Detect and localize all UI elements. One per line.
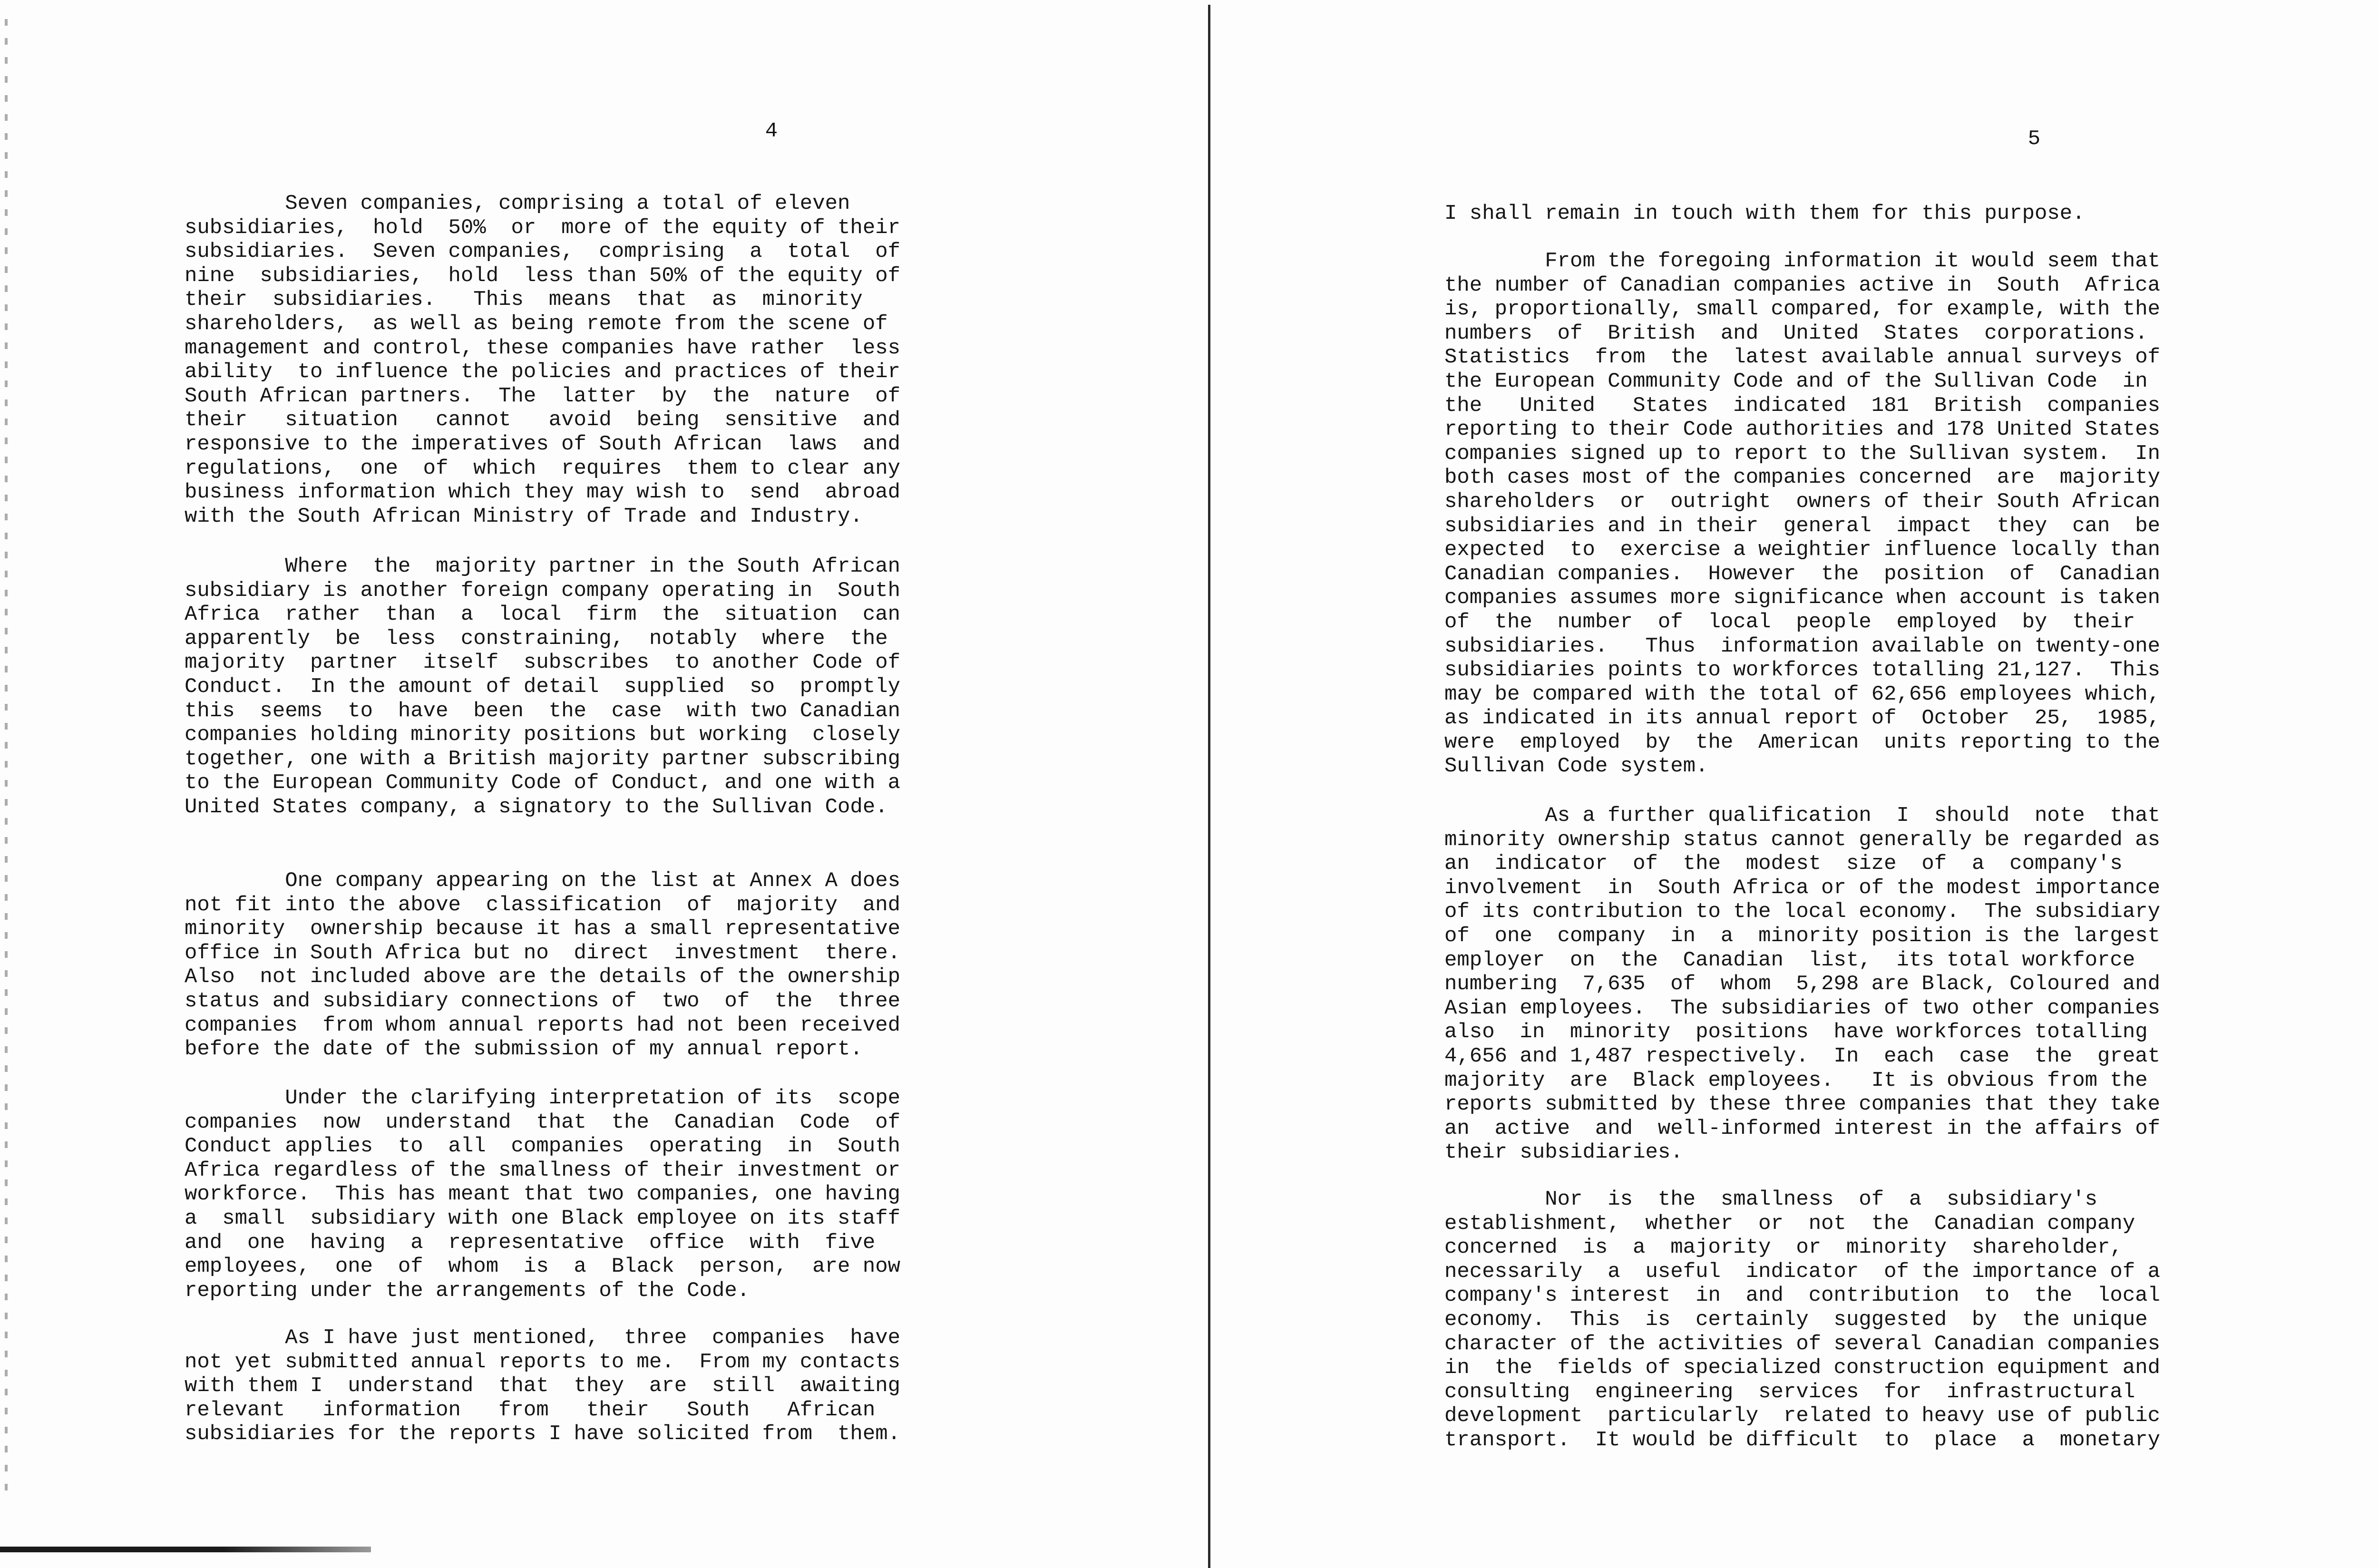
page-number: 5 xyxy=(2027,127,2041,151)
paragraph: Under the clarifying interpretation of its scope companies now understand that the Canadian Code of Conduct applies to all companies operating in South Africa regardless of the smallness of their investment or workforce. This has meant that two companies, one having a small subsidiary with one Black employee on its staff and one having a representative office with five employees, one of whom is a Black person, are now reporting under the arrangements of the Code. xyxy=(185,1086,901,1303)
paragraph: Where the majority partner in the South African subsidiary is another foreign company operating in South Africa rather than a local firm the situation can apparently be less constraining, notably where the majority partner itself subscribes to another Code of Conduct. In the amount of detail supplied so promptly this seems to have been the case with two Canadian companies holding minority positions but working closely together, one with a British majority partner subscribing to the European Community Code of Conduct, and one with a United States company, a signatory to the Sullivan Code. xyxy=(185,555,901,819)
paragraph: From the foregoing information it would seem that the number of Canadian companies active in South Africa is, proportionally, small compared, for example, with the numbers of British and United States corporations. Statistics from the latest available annual surveys of the European Community Code and of the Sullivan Code in the United States indicated 181 British companies reporting to their Code authorities and 178 United States companies signed up to report to the Sullivan system. In both cases most of the companies concerned are majority shareholders or outright owners of their South African subsidiaries and in their general impact they can be expected to exercise a weightier influence locally than Canadian companies. However the position of Canadian companies assumes more significance when account is taken of the number of local people employed by their subsidiaries. Thus information available on twenty-one subsidiaries points to workforces totalling 21,127. This may be compared with the total of 62,656 employees which, as indicated in its annual report of October 25, 1985, were employed by the American units reporting to the Sullivan Code system. xyxy=(1444,249,2161,779)
right-page xyxy=(1210,0,2378,1568)
paragraph: Seven companies, comprising a total of eleven subsidiaries, hold 50% or more of the equity of their subsidiaries. Seven companies, comprising a total of nine subsidiaries, hold less than 50% of the equity of their subsidiaries. This means that as minority shareholders, as well as being remote from the scene of management and control, these companies have rather less ability to influence the policies and practices of their South African partners. The latter by the nature of their situation cannot avoid being sensitive and responsive to the imperatives of South African laws and regulations, one of which requires them to clear any business information which they may wish to send abroad with the South African Ministry of Trade and Industry. xyxy=(185,192,901,528)
paragraph: I shall remain in touch with them for this purpose. xyxy=(1444,202,2085,225)
paragraph: Nor is the smallness of a subsidiary's establishment, whether or not the Canadian company concerned is a majority or minority shareholder, necessarily a useful indicator of the importance of a company's interest in and contribution to the local economy. This is certainly suggested by the unique character of the activities of several Canadian companies in the fields of specialized construction equipment and consulting engineering services for infrastructural development particularly related to heavy use of public transport. It would be difficult to place a monetary xyxy=(1444,1188,2161,1452)
scan-edge-marks xyxy=(5,19,8,1493)
paragraph: As I have just mentioned, three companies have not yet submitted annual reports to me. From my contacts with them I understand that they are still awaiting relevant information from their South African subsidiaries for the reports I have solicited from them. xyxy=(185,1326,901,1446)
scan-bottom-bar xyxy=(0,1547,371,1552)
paragraph: One company appearing on the list at Annex A does not fit into the above classification of majority and minority ownership because it has a small representative office in South Africa but no direct investment there. Also not included above are the details of the ownership status and subsidiary connections of two of the three companies from whom annual reports had not been received before the date of the submission of my annual report. xyxy=(185,869,901,1062)
paragraph: As a further qualification I should note that minority ownership status cannot generally be regarded as an indicator of the modest size of a company's involvement in South Africa or of the modest importance of its contribution to the local economy. The subsidiary of one company in a minority position is the largest employer on the Canadian list, its total workforce numbering 7,635 of whom 5,298 are Black, Coloured and Asian employees. The subsidiaries of two other companies also in minority positions have workforces totalling 4,656 and 1,487 respectively. In each case the great majority are Black employees. It is obvious from the reports submitted by these three companies that they take an active and well-informed interest in the affairs of their subsidiaries. xyxy=(1444,804,2161,1165)
page-number: 4 xyxy=(765,119,778,143)
